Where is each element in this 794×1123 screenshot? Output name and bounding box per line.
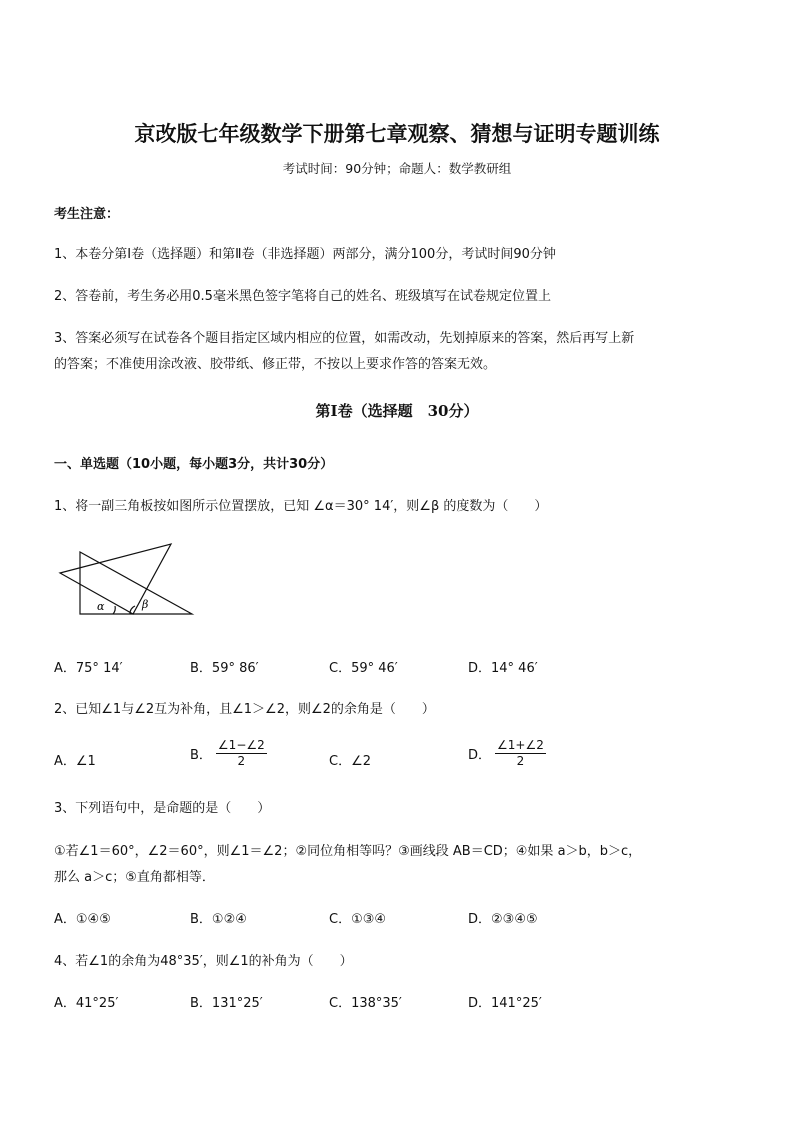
beta-label: β bbox=[142, 598, 149, 611]
fraction-numerator: ∠1+∠2 bbox=[497, 738, 544, 752]
q4-option-d[interactable]: D．141°25′ bbox=[468, 996, 542, 1011]
fraction-numerator: ∠1−∠2 bbox=[217, 738, 265, 752]
q2-option-b-fraction bbox=[216, 738, 267, 769]
q2-option-c[interactable]: C．∠2 bbox=[329, 754, 372, 769]
question-3-statements-line-1: ①若∠1＝60°，∠2＝60°，则∠1＝∠2；②同位角相等吗？③画线段 AB＝CD；④如果 a＞b，b＞c， bbox=[54, 844, 642, 859]
q4-option-a[interactable]: A．41°25′ bbox=[54, 996, 119, 1011]
part-heading: 一、单选题（10小题，每小题3分，共计30分） bbox=[54, 457, 334, 472]
question-3-stem: 3、下列语句中，是命题的是（ ） bbox=[54, 801, 271, 816]
notice-item-3: 3、答案必须写在试卷各个题目指定区域内相应的位置，如需改动，先划掉原来的答案，然后再写上新 bbox=[54, 331, 635, 346]
q1-option-a[interactable]: A．75° 14′ bbox=[54, 661, 123, 676]
alpha-arc bbox=[113, 606, 115, 614]
q2-option-d-fraction bbox=[495, 738, 546, 769]
right-triangle-30-60 bbox=[60, 544, 171, 614]
question-4-stem: 4、若∠1的余角为48°35′，则∠1的补角为（ ） bbox=[54, 954, 353, 969]
q2-option-b-label: B． bbox=[190, 748, 212, 763]
q3-option-c[interactable]: C．①③④ bbox=[329, 912, 387, 927]
notice-heading: 考生注意： bbox=[54, 207, 120, 222]
q4-option-c[interactable]: C．138°35′ bbox=[329, 996, 402, 1011]
question-1-stem: 1、将一副三角板按如图所示位置摆放，已知 ∠α＝30° 14′，则∠β 的度数为（ ） bbox=[54, 499, 548, 514]
q3-option-d[interactable]: D．②③④⑤ bbox=[468, 912, 538, 927]
q2-option-a[interactable]: A．∠1 bbox=[54, 754, 96, 769]
alpha-label: α bbox=[97, 600, 105, 613]
q2-option-d[interactable] bbox=[468, 738, 546, 769]
section-title: 第Ⅰ卷（选择题 30分） bbox=[315, 402, 479, 420]
notice-item-2: 2、答卷前，考生务必用0.5毫米黑色签字笔将自己的姓名、班级填写在试卷规定位置上 bbox=[54, 289, 551, 304]
triangle-rulers-figure bbox=[55, 540, 200, 620]
fraction-denominator: 2 bbox=[516, 754, 525, 768]
q3-option-b[interactable]: B．①②④ bbox=[190, 912, 247, 927]
exam-subtitle: 考试时间：90分钟；命题人：数学教研组 bbox=[282, 161, 512, 176]
q2-option-b[interactable] bbox=[190, 738, 267, 769]
q1-option-b[interactable]: B．59° 86′ bbox=[190, 661, 259, 676]
q1-option-c[interactable]: C．59° 46′ bbox=[329, 661, 398, 676]
q3-option-a[interactable]: A．①④⑤ bbox=[54, 912, 111, 927]
notice-item-3-cont: 的答案；不准使用涂改液、胶带纸、修正带，不按以上要求作答的答案无效。 bbox=[54, 357, 497, 372]
page-title: 京改版七年级数学下册第七章观察、猜想与证明专题训练 bbox=[134, 121, 660, 146]
question-3-statements-line-2: 那么 a＞c；⑤直角都相等． bbox=[54, 870, 215, 885]
fraction-denominator: 2 bbox=[237, 754, 246, 768]
q4-option-b[interactable]: B．131°25′ bbox=[190, 996, 263, 1011]
notice-item-1: 1、本卷分第Ⅰ卷（选择题）和第Ⅱ卷（非选择题）两部分，满分100分，考试时间90分钟 bbox=[54, 247, 556, 262]
q1-option-d[interactable]: D．14° 46′ bbox=[468, 661, 538, 676]
q2-option-d-label: D． bbox=[468, 748, 492, 763]
question-2-stem: 2、已知∠1与∠2互为补角，且∠1＞∠2，则∠2的余角是（ ） bbox=[54, 702, 435, 717]
